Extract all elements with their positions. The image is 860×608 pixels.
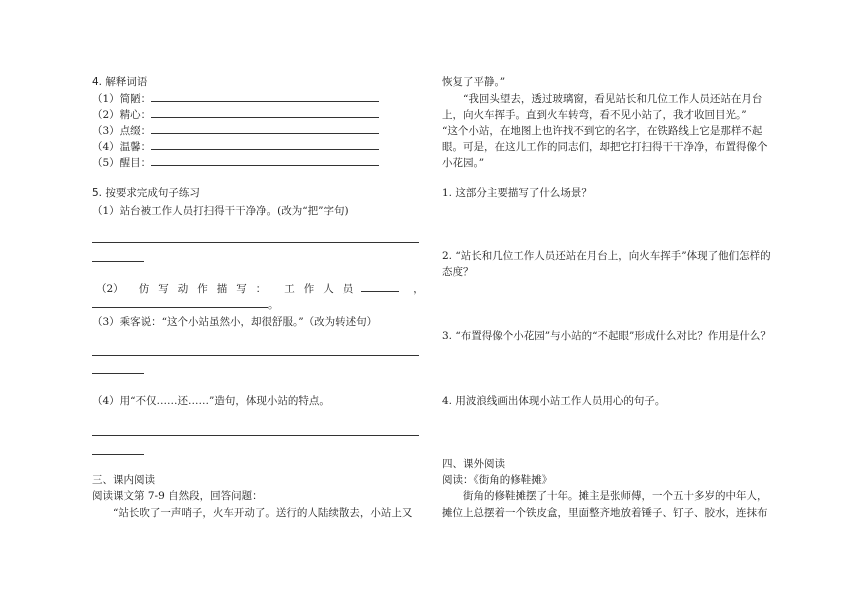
q5-s2-comma: ， <box>413 283 424 295</box>
q5-sentence-1: （1）站台被工作人员打扫得干干净净。(改为“把”字句) <box>92 205 349 217</box>
q5-s2-char: （2） <box>96 283 124 295</box>
q4-item-label: （1）简陋： <box>92 93 152 105</box>
q4-item-label: （5）醒目： <box>92 157 152 169</box>
answer-line[interactable] <box>92 373 144 374</box>
section-4-heading: 四、课外阅读 <box>442 458 505 470</box>
q4-item-2 <box>92 107 379 123</box>
passage-line: “这个小站，在地图上也许找不到它的名字，在铁路线上它是那样不起 <box>442 125 763 137</box>
q5-s2-char: 作 <box>197 283 217 295</box>
q5-sentence-2-cont <box>92 297 279 313</box>
story-line: 街角的修鞋摊摆了十年。摊主是张师傅，一个五十多岁的中年人， <box>463 490 768 502</box>
passage-line: 小花园。” <box>442 157 485 169</box>
answer-line[interactable] <box>92 454 144 455</box>
answer-line[interactable] <box>92 355 419 356</box>
section-4-instruction: 阅读：《街角的修鞋摊》 <box>442 474 553 486</box>
q5-s2-char: 描 <box>216 283 237 295</box>
section-3-heading: 三、课内阅读 <box>92 474 155 486</box>
passage-line: 上，向火车挥手。直到火车转弯，看不见小站了，我才收回目光。” <box>442 109 747 121</box>
question-1: 1. 这部分主要描写了什么场景？ <box>442 187 592 199</box>
q4-item-3 <box>92 123 379 139</box>
answer-blank[interactable] <box>151 108 379 118</box>
section-3-instruction: 阅读课文第 7-9 自然段，回答问题： <box>92 490 263 502</box>
answer-line[interactable] <box>92 435 419 436</box>
q5-s2-char: 员 <box>342 283 354 295</box>
question-4: 4. 用波浪线画出体现小站工作人员用心的句子。 <box>442 395 666 407</box>
q5-s2-end: 。 <box>268 299 279 311</box>
q5-s2-char: 写 <box>236 283 256 295</box>
passage-line: 眼。可是，在这儿工作的同志们，却把它打扫得干干净净，布置得像个 <box>442 141 768 153</box>
q5-s2-char: ： <box>255 283 267 295</box>
q4-item-label: （3）点缀： <box>92 125 152 137</box>
question-2: 2. “站长和几位工作人员还站在月台上，向火车挥手”体现了他们怎样的 <box>442 250 771 262</box>
q5-sentence-3: （3）乘客说：“这个小站虽然小，却很舒服。”（改为转述句） <box>92 316 378 328</box>
passage-line: “我回头望去，透过玻璃窗，看见站长和几位工作人员还站在月台 <box>463 93 763 105</box>
q5-s2-char: 人 <box>323 283 343 295</box>
answer-blank[interactable] <box>151 140 379 150</box>
story-line: 摊位上总摆着一个铁皮盒，里面整齐地放着锤子、钉子、胶水，连抹布 <box>442 507 768 519</box>
q4-title: 4. 解释词语 <box>92 76 148 88</box>
q5-sentence-2 <box>96 281 424 297</box>
answer-blank[interactable] <box>151 92 379 102</box>
answer-line[interactable] <box>92 242 419 243</box>
question-3: 3. “布置得像个小花园”与小站的“不起眼”形成什么对比？作用是什么？ <box>442 330 771 342</box>
q4-item-5 <box>92 155 379 171</box>
q5-s2-char: 写 <box>158 283 178 295</box>
q5-s2-char: 动 <box>177 283 198 295</box>
question-2-cont: 态度？ <box>442 266 474 278</box>
q5-s2-char: 作 <box>303 283 324 295</box>
q5-title: 5. 按要求完成句子练习 <box>92 187 200 199</box>
q4-item-4 <box>92 139 379 155</box>
q4-item-label: （4）温馨： <box>92 141 152 153</box>
q4-item-label: （2）精心： <box>92 109 152 121</box>
answer-line[interactable] <box>92 261 144 262</box>
passage-line: 恢复了平静。” <box>442 76 506 88</box>
answer-blank[interactable] <box>92 298 268 308</box>
q4-item-1 <box>92 91 379 107</box>
answer-blank[interactable] <box>151 156 379 166</box>
answer-blank[interactable] <box>361 282 399 292</box>
passage-start: “站长吹了一声哨子，火车开动了。送行的人陆续散去，小站上又 <box>113 507 413 519</box>
answer-blank[interactable] <box>151 124 379 134</box>
q5-s2-char: 仿 <box>138 283 159 295</box>
q5-s2-char: 工 <box>284 283 304 295</box>
q5-sentence-4: （4）用“不仅……还……”造句，体现小站的特点。 <box>92 395 330 407</box>
